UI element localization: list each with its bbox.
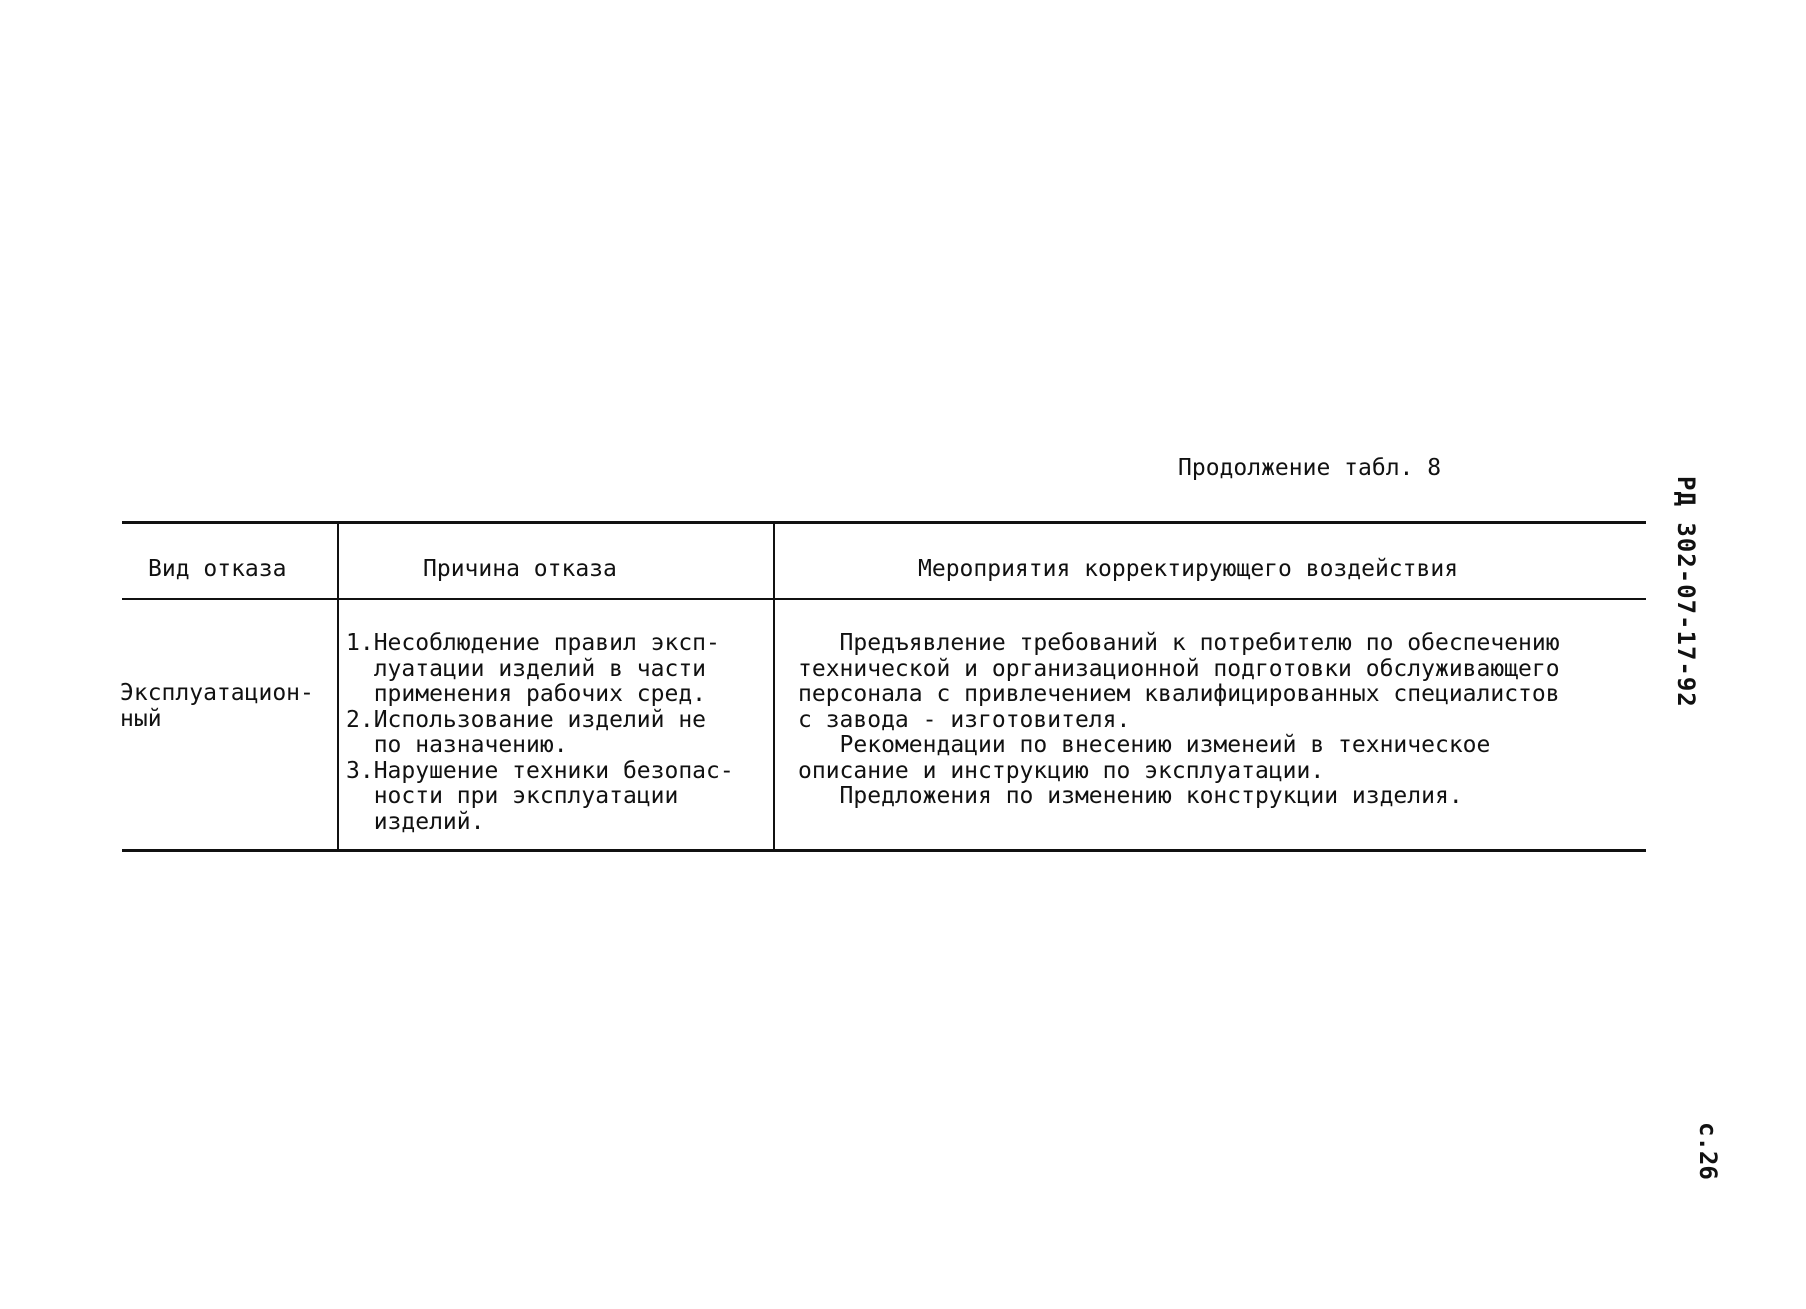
measure-line: технической и организационной подготовки обслуживающего [798,655,1560,682]
cell-text-line: Эксплуатацион- [120,680,314,706]
cell-failure-cause [346,631,734,835]
measure-line: Предъявление требований к потребителю по обеспечению [798,630,1560,656]
measure-line: Предложения по изменению конструкции изделия. [798,783,1463,809]
table-top-rule [122,521,1646,524]
measure-line: описание и инструкцию по эксплуатации. [798,757,1325,784]
cause-line: изделий. [346,808,485,835]
cause-line: луатации изделий в части [346,655,707,682]
measure-line: Рекомендации по внесению изменеий в техническое [798,732,1491,758]
cell-failure-type [120,681,314,732]
cause-line: 2.Использование изделий не [346,706,707,733]
cell-corrective-measures [798,631,1560,810]
header-bottom-rule [122,598,1646,600]
table-bottom-rule [122,849,1646,852]
document-code: РД 302-07-17-92 [1672,476,1700,708]
header-failure-cause: Причина отказа [423,556,617,582]
cause-line: по назначению. [346,732,568,758]
cause-line: 3.Нарушение техники безопас- [346,757,734,784]
measure-line: персонала с привлечением квалифицированных специалистов [798,681,1560,707]
header-failure-type: Вид отказа [148,556,287,582]
header-corrective-measures: Мероприятия корректирующего воздействия [918,556,1459,582]
column-divider-1 [337,522,339,851]
cause-line: ности при эксплуатации [346,783,679,809]
page-number: с.26 [1694,1122,1722,1180]
cause-line: 1.Несоблюдение правил эксп- [346,630,720,656]
cause-line: применения рабочих сред. [346,681,707,707]
measure-line: с завода - изготовителя. [798,706,1131,733]
table-caption: Продолжение табл. 8 [1178,455,1442,481]
cell-text-line: ный [120,705,162,732]
column-divider-2 [773,522,775,851]
